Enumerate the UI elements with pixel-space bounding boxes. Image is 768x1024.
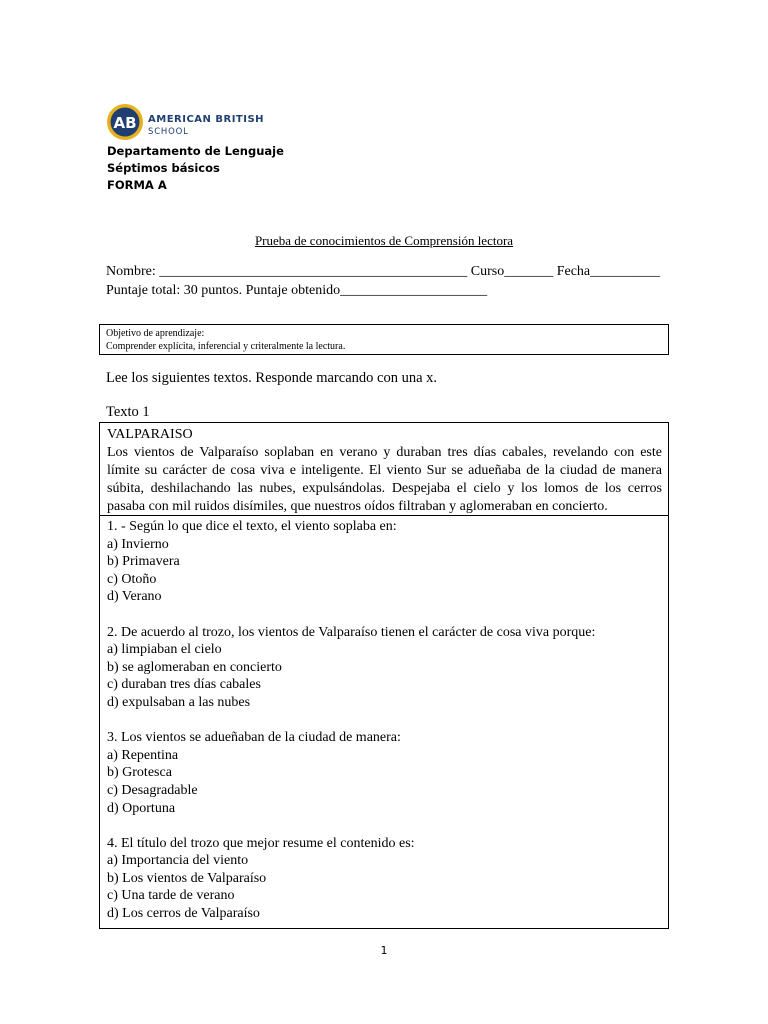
objective-label: Objetivo de aprendizaje: <box>106 328 205 339</box>
passage-body: Los vientos de Valparaíso soplaban en verano y duraban tres días cabales, revelando con este límite su carácter de cosa viva e inteligente. El viento Sur se adueñaba de la ciudad de manera súbita, deshilachando las nubes, expulsándolas. Despejaba el cielo y los lomos de los cerros pasaba con mil ruidos disímiles, que nuestros oídos filtraban y aglomeraban en concierto. <box>107 445 662 514</box>
question-prompt: 3. Los vientos se adueñaban de la ciudad de manera: <box>107 730 401 746</box>
passage-title: VALPARAISO <box>107 427 193 442</box>
school-logo <box>106 102 265 142</box>
questions-box <box>99 515 669 929</box>
answer-option[interactable]: a) Importancia del viento <box>107 853 249 869</box>
level-label: Séptimos básicos <box>107 161 220 175</box>
answer-option[interactable]: b) Primavera <box>107 554 180 570</box>
page-title: Prueba de conocimientos de Comprensión lectora <box>254 233 514 248</box>
answer-option[interactable]: d) Oportuna <box>107 800 176 816</box>
name-course-date-line[interactable]: Nombre: ____________________________________________ Curso_______ Fecha__________ <box>106 264 661 279</box>
answer-option[interactable]: b) Grotesca <box>107 765 172 781</box>
objective-text: Comprender explícita, inferencial y criteralmente la lectura. <box>106 341 346 352</box>
answer-option[interactable]: c) Una tarde de verano <box>107 888 235 904</box>
question-4 <box>107 835 662 923</box>
form-label: FORMA A <box>107 178 167 192</box>
question-2 <box>107 624 662 712</box>
question-3 <box>107 729 662 817</box>
answer-option[interactable]: a) Repentina <box>107 747 179 763</box>
question-prompt: 1. - Según lo que dice el texto, el viento soplaba en: <box>107 519 397 534</box>
instructions: Lee los siguientes textos. Responde marcando con una x. <box>106 370 438 386</box>
answer-option[interactable]: b) se aglomeraban en concierto <box>107 659 282 675</box>
question-1 <box>107 518 662 606</box>
reading-passage <box>99 422 669 516</box>
answer-option[interactable]: d) Los cerros de Valparaíso <box>107 906 260 922</box>
answer-option[interactable]: a) Invierno <box>107 536 169 552</box>
logo-text-line2: SCHOOL <box>148 127 189 137</box>
answer-option[interactable]: c) Desagradable <box>107 782 198 798</box>
school-crest-icon <box>106 102 144 142</box>
answer-option[interactable]: d) Verano <box>107 589 162 605</box>
answer-option[interactable]: b) Los vientos de Valparaíso <box>107 870 267 886</box>
question-prompt: 2. De acuerdo al trozo, los vientos de Valparaíso tienen el carácter de cosa viva porque: <box>107 624 596 640</box>
logo-text-line1: AMERICAN BRITISH <box>148 114 265 125</box>
text1-label: Texto 1 <box>106 404 150 420</box>
answer-option[interactable]: c) duraban tres días cabales <box>107 677 261 693</box>
department-label: Departamento de Lenguaje <box>107 144 284 158</box>
answer-option[interactable]: d) expulsaban a las nubes <box>107 694 251 710</box>
logo-monogram: AB <box>113 114 137 132</box>
question-prompt: 4. El título del trozo que mejor resume el contenido es: <box>107 835 415 851</box>
page-number: 1 <box>380 944 388 957</box>
score-line[interactable]: Puntaje total: 30 puntos. Puntaje obtenido_____________________ <box>106 283 488 298</box>
header-block <box>107 143 284 194</box>
objective-box <box>99 324 669 355</box>
answer-option[interactable]: a) limpiaban el cielo <box>107 642 222 658</box>
answer-option[interactable]: c) Otoño <box>107 571 157 587</box>
